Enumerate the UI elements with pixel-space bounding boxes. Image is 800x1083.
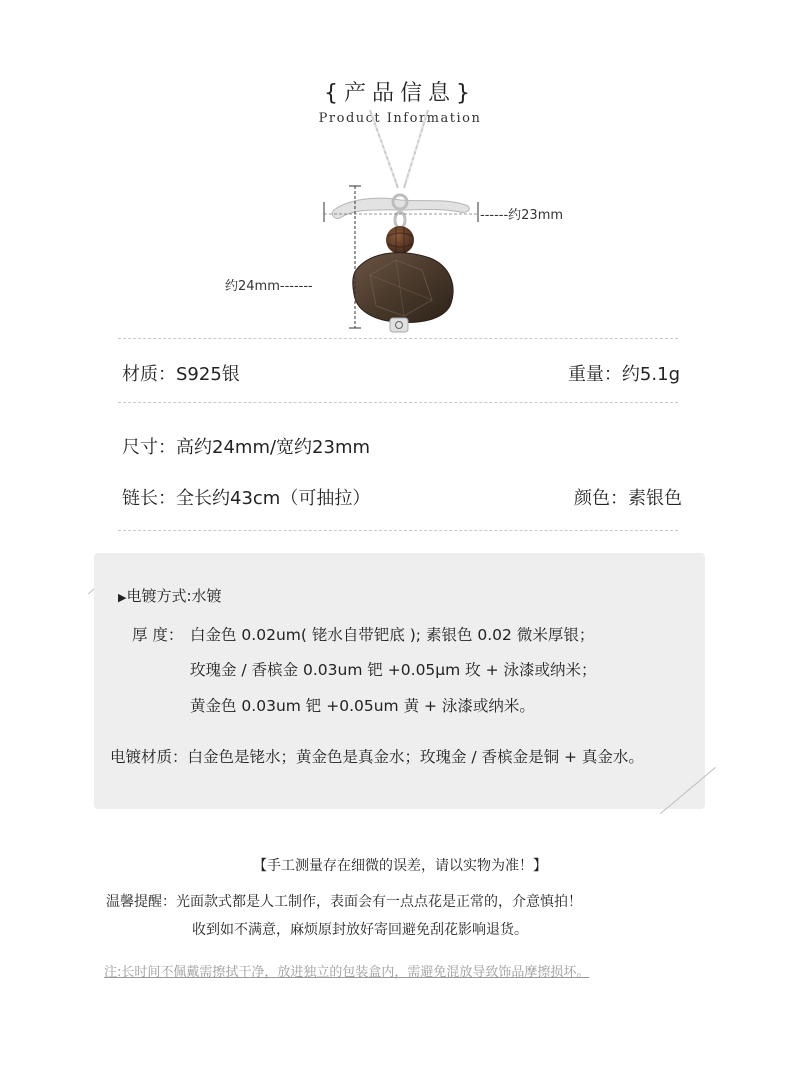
page-subtitle: Product Information	[318, 111, 482, 126]
measurement-note: 【手工测量存在细微的误差，请以实物为准！】	[253, 858, 547, 874]
thickness-line-3: 黄金色 0.03um 钯 +0.05um 黄 + 泳漆或纳米。	[190, 697, 535, 715]
divider-2	[118, 402, 678, 403]
spec-size: 尺寸：高约24mm/宽约23mm	[122, 437, 371, 458]
plating-heading	[118, 585, 222, 606]
spec-color: 颜色：素银色	[574, 488, 682, 509]
spec-chain-length: 链长：全长约43cm（可抽拉）	[122, 488, 371, 509]
reminder-line-2: 收到如不满意，麻烦原封放好寄回避免刮花影响退货。	[192, 922, 528, 938]
width-dash: ------	[480, 208, 509, 223]
wood-bead	[386, 226, 414, 254]
divider-3	[118, 530, 678, 531]
pendant-illustration	[300, 110, 520, 345]
triangle-bullet-icon: ▶	[118, 591, 127, 604]
plating-material: 电镀材质：白金色是铑水；黄金色是真金水；玫瑰金 / 香槟金是铜 + 真金水。	[110, 748, 644, 766]
care-footnote: 注:长时间不佩戴需擦拭干净，放进独立的包装盒内，需避免混放导致饰品摩擦损坏。	[104, 965, 590, 980]
divider-1	[118, 338, 678, 339]
thickness-line-2: 玫瑰金 / 香槟金 0.03um 钯 +0.05μm 玫 + 泳漆或纳米；	[190, 661, 597, 679]
chain	[370, 110, 428, 188]
spec-material: 材质：S925银	[122, 364, 240, 385]
page-title: {产品信息}	[324, 81, 476, 106]
spec-weight: 重量：约5.1g	[567, 364, 680, 385]
reminder-line-1: 温馨提醒：光面款式都是人工制作，表面会有一点点花是正常的，介意慎拍！	[106, 894, 582, 910]
height-dash: -------	[279, 279, 313, 294]
height-label: 约24mm	[225, 279, 280, 294]
plating-heading-text: 电镀方式:水镀	[126, 587, 222, 605]
thickness-line-1: 白金色 0.02um( 铑水自带钯底 ); 素银色 0.02 微米厚银；	[190, 626, 595, 644]
width-dimension	[480, 204, 563, 223]
height-dimension	[225, 275, 313, 294]
thickness-label: 厚 度：	[132, 626, 184, 644]
width-label: 约23mm	[508, 208, 564, 223]
plating-info-panel	[94, 553, 705, 809]
flower-charm	[390, 318, 408, 332]
